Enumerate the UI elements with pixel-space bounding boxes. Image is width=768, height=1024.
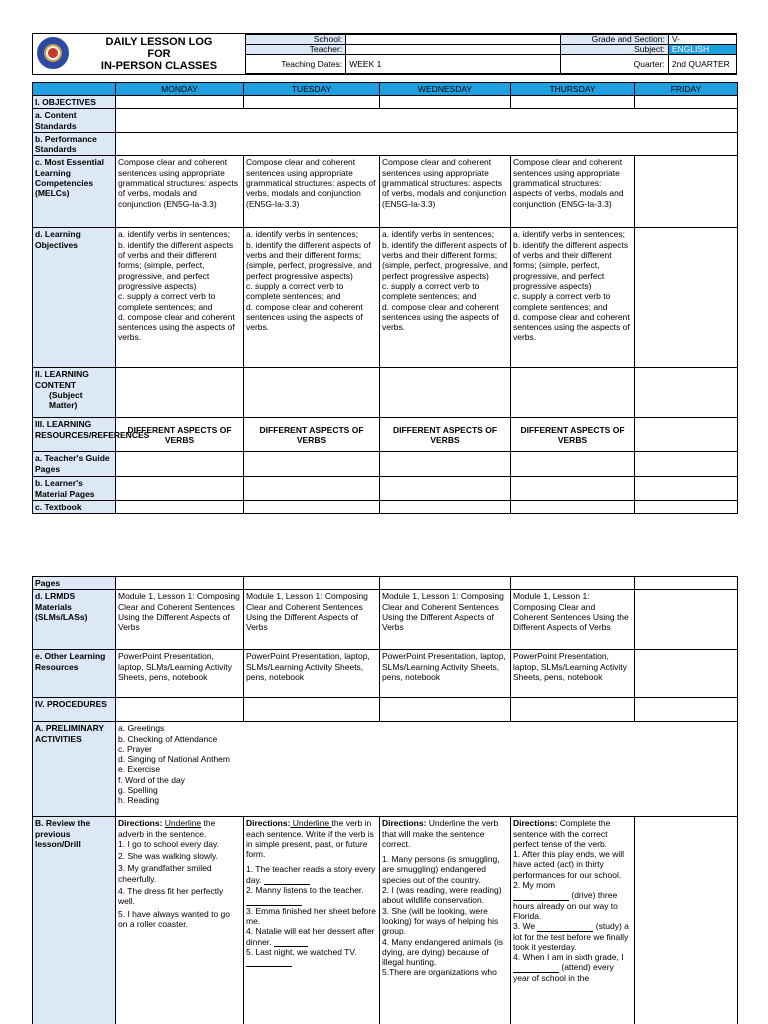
cell-lrmds-tue[interactable]: Module 1, Lesson 1: Composing Clear and Coherent Sentences Using the Different Aspects of Verbs: [244, 590, 380, 650]
cell-pages-fri[interactable]: [635, 577, 738, 590]
objective-item: a. identify verbs in sentences;: [382, 229, 494, 240]
directions-label: Directions:: [246, 818, 291, 829]
review-item: [513, 952, 632, 983]
cell-resources-wed[interactable]: DIFFERENT ASPECTS OF VERBS: [380, 418, 511, 452]
directions-text: Underline the verb that will make the sentence correct.: [382, 818, 499, 849]
preliminary-item: d. Singing of National Anthem: [118, 754, 230, 765]
cell-content-mon[interactable]: [116, 368, 244, 418]
review-directions: [118, 818, 241, 839]
cell-tb-fri[interactable]: [635, 501, 738, 514]
cell-lrmds-fri[interactable]: [635, 590, 738, 650]
cell-tb-wed[interactable]: [380, 501, 511, 514]
directions-underline-word: Underline: [164, 818, 202, 829]
row-label-learning-resources: III. LEARNING RESOURCES/REFERENCES: [33, 418, 116, 452]
day-header-friday: FRIDAY: [635, 83, 738, 96]
row-label-performance-standards: b. Performance Standards: [33, 132, 116, 156]
cell-objectives-list-fri[interactable]: [635, 228, 738, 368]
cell-melc-fri[interactable]: [635, 156, 738, 228]
cell-proc-thu[interactable]: [511, 698, 635, 722]
cell-lrmds-thu[interactable]: Module 1, Lesson 1: Composing Clear and Coherent Sentences Using the Different Aspects of Verbs: [511, 590, 635, 650]
cell-tg-mon[interactable]: [116, 452, 244, 477]
preliminary-item: a. Greetings: [118, 723, 165, 734]
objective-item: a. identify verbs in sentences;: [513, 229, 625, 240]
day-header-monday: MONDAY: [116, 83, 244, 96]
cell-other-thu[interactable]: PowerPoint Presentation, laptop, SLMs/Learning Activity Sheets, pens, notebook: [511, 650, 635, 698]
cell-objectives-list-tue[interactable]: [244, 228, 380, 368]
subject-label: Subject:: [560, 45, 668, 55]
review-item: 1. I go to school every day.: [118, 838, 219, 849]
cell-melc-wed[interactable]: Compose clear and coherent sentences using appropriate grammatical structures: aspects of verbs, modals and conjunction (EN5G-Ia-3.3): [380, 156, 511, 228]
answer-blank[interactable]: [537, 924, 593, 932]
cell-objectives-fri[interactable]: [635, 96, 738, 109]
preliminary-item: h. Reading: [118, 795, 160, 806]
review-item-text: 4. When I am in sixth grade, I: [513, 952, 624, 963]
review-item-text: 3. We: [513, 921, 536, 932]
cell-tb-mon[interactable]: [116, 501, 244, 514]
review-item-text: 1. The teacher reads a story every day.: [246, 864, 376, 885]
review-item-text: 5. Last night, we watched TV.: [246, 946, 357, 957]
cell-pages-mon[interactable]: [116, 577, 244, 590]
cell-lm-mon[interactable]: [116, 477, 244, 501]
review-item-text: (drive) three hours already on our way to Florida.: [513, 890, 618, 921]
objective-item: d. compose clear and coherent sentences using the aspects of verbs.: [382, 301, 499, 333]
row-label-objectives: I. OBJECTIVES: [33, 96, 116, 109]
row-label-teachers-guide: a. Teacher's Guide Pages: [33, 452, 116, 477]
cell-tg-wed[interactable]: [380, 452, 511, 477]
cell-tg-fri[interactable]: [635, 452, 738, 477]
cell-proc-fri[interactable]: [635, 698, 738, 722]
cell-proc-mon[interactable]: [116, 698, 244, 722]
review-item: [246, 926, 377, 947]
cell-review-tue[interactable]: [244, 817, 380, 1024]
subject-field[interactable]: ENGLISH: [668, 45, 736, 55]
preliminary-item: e. Exercise: [118, 764, 161, 775]
row-label-preliminary: A. PRELIMINARY ACTIVITIES: [33, 722, 116, 817]
review-directions: [382, 818, 508, 849]
objective-item: b. identify the different aspects of verbs and their different forms; (simple, perfect, progressive, and perfect progressive aspects): [382, 239, 508, 281]
cell-objectives-list-wed[interactable]: [380, 228, 511, 368]
cell-preliminary-activities[interactable]: [116, 722, 738, 817]
cell-content-thu[interactable]: [511, 368, 635, 418]
cell-objectives-thu[interactable]: [511, 96, 635, 109]
cell-objectives-mon[interactable]: [116, 96, 244, 109]
answer-line: [246, 895, 377, 905]
cell-resources-mon[interactable]: DIFFERENT ASPECTS OF VERBS: [116, 418, 244, 452]
teacher-field[interactable]: [346, 45, 560, 55]
grade-field[interactable]: V-: [668, 35, 736, 45]
cell-tb-tue[interactable]: [244, 501, 380, 514]
preliminary-item: g. Spelling: [118, 785, 158, 796]
cell-content-tue[interactable]: [244, 368, 380, 418]
cell-objectives-list-thu[interactable]: [511, 228, 635, 368]
subject-matter-label: (Subject Matter): [49, 390, 83, 411]
row-label-other-resources: e. Other Learning Resources: [33, 650, 116, 698]
row-label-melcs: c. Most Essential Learning Competencies (MELCs): [33, 156, 116, 228]
review-item: 2. I (was reading, were reading) about wildlife conservation.: [382, 885, 502, 906]
review-item: [246, 864, 377, 885]
objective-item: d. compose clear and coherent sentences using the aspects of verbs.: [118, 311, 235, 343]
cell-lm-tue[interactable]: [244, 477, 380, 501]
answer-blank[interactable]: [246, 898, 302, 906]
review-item: 1. After this play ends, we will have acted (act) in thirty performances for our school.: [513, 849, 625, 880]
cell-review-wed[interactable]: [380, 817, 511, 1024]
cell-objectives-list-mon[interactable]: [116, 228, 244, 368]
review-directions: [246, 818, 377, 859]
row-label-learners-material: b. Learner's Material Pages: [33, 477, 116, 501]
directions-text: the adverb in the sentence.: [118, 818, 216, 839]
answer-blank[interactable]: [246, 959, 292, 967]
cell-tg-thu[interactable]: [511, 452, 635, 477]
review-item-text: (attend) every year of school in the: [513, 962, 614, 983]
review-item-text: 2. My mom: [513, 880, 556, 891]
cell-content-fri[interactable]: [635, 368, 738, 418]
cell-resources-tue[interactable]: DIFFERENT ASPECTS OF VERBS: [244, 418, 380, 452]
quarter-label: Quarter:: [560, 55, 668, 74]
cell-review-mon[interactable]: [116, 817, 244, 1024]
school-label: School:: [246, 35, 346, 45]
cell-lm-wed[interactable]: [380, 477, 511, 501]
row-label-learning-content: [33, 368, 116, 418]
review-item: 1. Many persons (is smuggling, are smuggling) endangered species out of the country.: [382, 854, 500, 885]
directions-text: the verb in each sentence. Write if the verb is in simple present, past, or future form.: [246, 818, 374, 860]
review-item: [513, 890, 632, 921]
cell-objectives-tue[interactable]: [244, 96, 380, 109]
objective-item: b. identify the different aspects of verbs and their different forms; (simple, perfect, progressive, and perfect progressive aspects): [513, 239, 629, 291]
cell-lrmds-mon[interactable]: Module 1, Lesson 1: Composing Clear and Coherent Sentences Using the Different Aspects of Verbs: [116, 590, 244, 650]
cell-melc-thu[interactable]: Compose clear and coherent sentences using appropriate grammatical structures: aspects of verbs, modals and conjunction (EN5G-Ia-3.3): [511, 156, 635, 228]
cell-review-thu[interactable]: [511, 817, 635, 1024]
cell-lm-thu[interactable]: [511, 477, 635, 501]
row-label-lrmds: d. LRMDS Materials (SLMs/LASs): [33, 590, 116, 650]
objective-item: d. compose clear and coherent sentences using the aspects of verbs.: [513, 311, 630, 343]
review-item: [513, 921, 632, 952]
lesson-table-part-1: [32, 82, 738, 514]
review-item: 4. Many endangered animals (is dying, are dying) because of illegal hunting.: [382, 936, 503, 968]
deped-seal-icon: [37, 37, 69, 69]
directions-label: Directions:: [382, 818, 427, 829]
lesson-table-part-2: [32, 576, 738, 1024]
directions-text: Complete the sentence with the correct perfect tense of the verb.: [513, 818, 611, 849]
day-header-tuesday: TUESDAY: [244, 83, 380, 96]
cell-proc-tue[interactable]: [244, 698, 380, 722]
cell-resources-thu[interactable]: DIFFERENT ASPECTS OF VERBS: [511, 418, 635, 452]
review-item: [246, 906, 377, 927]
directions-label: Directions:: [513, 818, 558, 829]
learning-content-label: II. LEARNING CONTENT: [35, 369, 89, 390]
review-item: [246, 885, 377, 895]
review-directions: [513, 818, 632, 849]
day-header-wednesday: WEDNESDAY: [380, 83, 511, 96]
cell-other-mon[interactable]: PowerPoint Presentation, laptop, SLMs/Learning Activity Sheets, pens, notebook: [116, 650, 244, 698]
dates-label: Teaching Dates:: [246, 55, 346, 74]
review-item: 2. She was walking slowly.: [118, 851, 218, 862]
review-item: [513, 880, 632, 890]
day-header-thursday: THURSDAY: [511, 83, 635, 96]
directions-label: Directions:: [118, 818, 163, 829]
row-label-procedures: IV. PROCEDURES: [33, 698, 116, 722]
cell-resources-fri[interactable]: [635, 418, 738, 452]
header-block: [32, 33, 737, 75]
preliminary-item: b. Checking of Attendance: [118, 733, 218, 744]
review-item-text: 4. Natalie will eat her dessert after dinner.: [246, 926, 375, 947]
answer-blank[interactable]: [264, 877, 310, 885]
objective-item: c. supply a correct verb to complete sentences; and: [246, 280, 344, 302]
directions-underline-word: Underline: [290, 818, 332, 829]
objective-item: a. identify verbs in sentences;: [246, 229, 358, 240]
row-label-learning-objectives: d. Learning Objectives: [33, 228, 116, 368]
quarter-field[interactable]: 2nd QUARTER: [668, 55, 736, 74]
review-item: 3. She (will be looking, were looking) for ways of helping his group.: [382, 905, 499, 937]
objective-item: c. supply a correct verb to complete sentences; and: [513, 291, 611, 312]
header-info-grid: [245, 34, 737, 74]
objective-item: a. identify verbs in sentences;: [118, 229, 230, 240]
review-item: 3. My grandfather smiled cheerfully.: [118, 863, 212, 884]
review-item: 5. I have always wanted to go on a roller coaster.: [118, 908, 230, 929]
document-title: [73, 34, 245, 74]
corner-cell: [33, 83, 116, 96]
answer-blank[interactable]: [513, 893, 569, 901]
cell-proc-wed[interactable]: [380, 698, 511, 722]
row-label-pages: Pages: [33, 577, 116, 590]
title-line-1: DAILY LESSON LOG: [105, 36, 213, 48]
teacher-label: Teacher:: [246, 45, 346, 55]
preliminary-item: f. Word of the day: [118, 774, 185, 785]
objective-item: d. compose clear and coherent sentences using the aspects of verbs.: [246, 301, 363, 333]
cell-performance-standards[interactable]: [116, 132, 738, 156]
objective-item: b. identify the different aspects of verbs and their different forms; (simple, perfect, progressive, and perfect progressive aspects): [118, 239, 234, 291]
cell-other-wed[interactable]: PowerPoint Presentation, laptop, SLMs/Learning Activity Sheets, pens, notebook: [380, 650, 511, 698]
cell-lrmds-wed[interactable]: Module 1, Lesson 1: Composing Clear and Coherent Sentences Using the Different Aspects of Verbs: [380, 590, 511, 650]
answer-blank[interactable]: [274, 939, 308, 947]
objective-item: c. supply a correct verb to complete sentences; and: [118, 291, 216, 312]
review-item: [246, 947, 377, 957]
review-item-text: 3. Emma finished her sheet before me.: [246, 905, 376, 926]
cell-tb-thu[interactable]: [511, 501, 635, 514]
cell-tg-tue[interactable]: [244, 452, 380, 477]
title-line-3: IN-PERSON CLASSES: [100, 60, 218, 72]
review-item: 4. The dress fit her perfectly well.: [118, 886, 224, 907]
objective-item: b. identify the different aspects of verbs and their different forms; (simple, perfect, progressive, and perfect progressive aspects): [246, 239, 372, 281]
dates-field[interactable]: WEEK 1: [346, 55, 560, 74]
objective-item: c. supply a correct verb to complete sentences; and: [382, 280, 480, 302]
title-line-2: FOR: [147, 48, 171, 60]
row-label-content-standards: a. Content Standards: [33, 109, 116, 133]
review-item-text: 2. Manny listens to the teacher.: [246, 885, 364, 896]
review-item: 5.There are organizations who: [382, 967, 497, 978]
cell-melc-tue[interactable]: Compose clear and coherent sentences using appropriate grammatical structures: aspects of verbs, modals and conjunction (EN5G-Ia-3.3): [244, 156, 380, 228]
cell-content-standards[interactable]: [116, 109, 738, 133]
cell-content-wed[interactable]: [380, 368, 511, 418]
cell-pages-wed[interactable]: [380, 577, 511, 590]
row-label-textbook: c. Textbook: [33, 501, 116, 514]
row-label-review: B. Review the previous lesson/Drill: [33, 817, 116, 1024]
review-item-text: (study) a lot for the test before we finally took it yesterday.: [513, 921, 629, 952]
answer-blank[interactable]: [513, 965, 559, 973]
cell-review-fri[interactable]: [635, 817, 738, 1024]
cell-pages-thu[interactable]: [511, 577, 635, 590]
cell-lm-fri[interactable]: [635, 477, 738, 501]
cell-melc-mon[interactable]: Compose clear and coherent sentences using appropriate grammatical structures: aspects of verbs, modals and conjunction (EN5G-Ia-3.3): [116, 156, 244, 228]
cell-other-tue[interactable]: PowerPoint Presentation, laptop, SLMs/Learning Activity Sheets, pens, notebook: [244, 650, 380, 698]
cell-other-fri[interactable]: [635, 650, 738, 698]
answer-line: [246, 957, 377, 967]
school-field[interactable]: [346, 35, 560, 45]
preliminary-item: c. Prayer: [118, 743, 153, 754]
cell-pages-tue[interactable]: [244, 577, 380, 590]
cell-objectives-wed[interactable]: [380, 96, 511, 109]
grade-label: Grade and Section:: [560, 35, 668, 45]
